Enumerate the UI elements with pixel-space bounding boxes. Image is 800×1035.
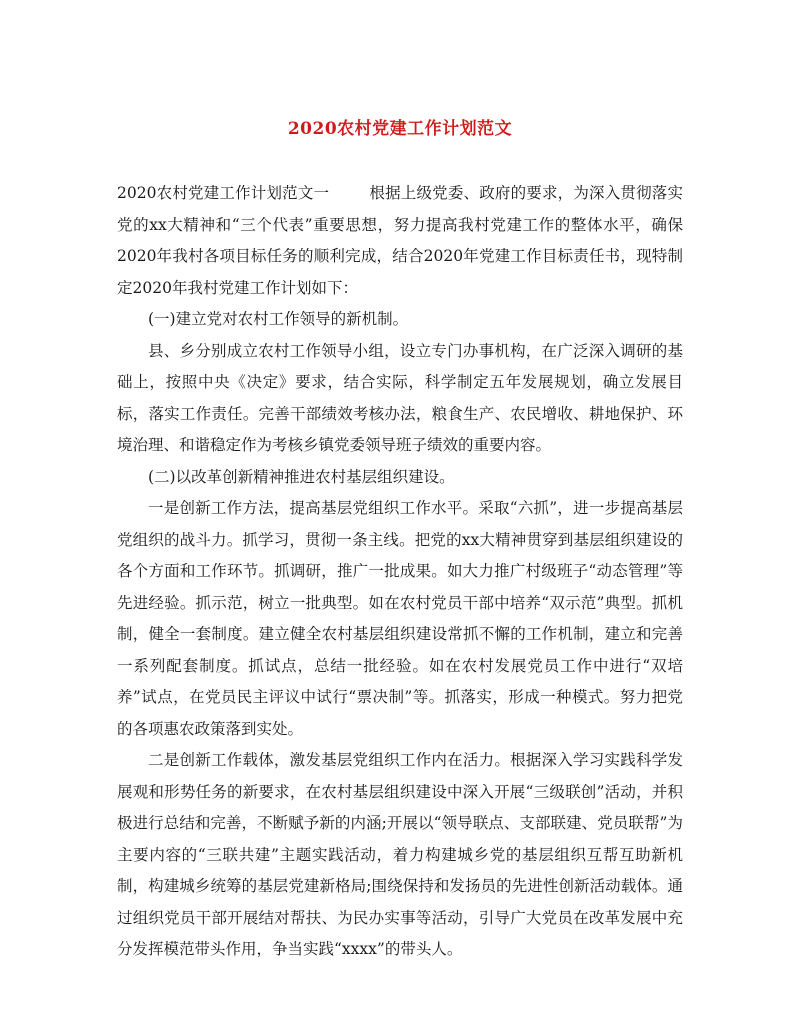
paragraph-2: 一是创新工作方法，提高基层党组织工作水平。采取“六抓”，进一步提高基层党组织的战斗力。抓学习，贯彻一条主线。把党的xx大精神贯穿到基层组织建设的各个方面和工作环节。抓调研，推广一批成果。如大力推广村级班子“动态管理”等先进经验。抓示范，树立一批典型。如在农村党员干部中培养“双示范”典型。抓机制，健全一套制度。建立健全农村基层组织建设常抓不懈的工作机制，建立和完善一系列配套制度。抓试点，总结一批经验。如在农村发展党员工作中进行“双培养”试点，在党员民主评议中试行“票决制”等。抓落实，形成一种模式。努力把党的各项惠农政策落到实处。 bbox=[117, 499, 683, 738]
intro-text: 根据上级党委、政府的要求，为深入贯彻落实党的xx大精神和“三个代表”重要思想，努力提高我村党建工作的整体水平，确保2020年我村各项目标任务的顺利完成，结合2020年党建工作目标责任书，现特制定2020年我村党建工作计划如下： bbox=[117, 184, 683, 297]
paragraph-3: 二是创新工作载体，激发基层党组织工作内在活力。根据深入学习实践科学发展观和形势任务的新要求，在农村基层组织建设中深入开展“三级联创”活动，并积极进行总结和完善，不断赋予新的内涵;开展以“领导联点、支部联建、党员联帮”为主要内容的“三联共建”主题实践活动，着力构建城乡党的基层组织互帮互助新机制，构建城乡统筹的基层党建新格局;围绕保持和发扬员的先进性创新活动载体。通过组织党员干部开展结对帮扶、为民办实事等活动，引导广大党员在改革发展中充分发挥模范带头作用，争当实践“xxxx”的带头人。 bbox=[117, 751, 683, 958]
intro-lead: 2020农村党建工作计划范文一 bbox=[117, 184, 330, 202]
intro-paragraph bbox=[117, 178, 683, 304]
document-title: 2020农村党建工作计划范文 bbox=[287, 119, 513, 139]
section-heading-1: (一)建立党对农村工作领导的新机制。 bbox=[148, 310, 409, 328]
document-body bbox=[117, 178, 683, 966]
paragraph-1: 县、乡分别成立农村工作领导小组，设立专门办事机构，在广泛深入调研的基础上，按照中央《决定》要求，结合实际，科学制定五年发展规划，确立发展目标，落实工作责任。完善干部绩效考核办法，粮食生产、农民增收、耕地保护、环境治理、和谐稳定作为考核乡镇党委领导班子绩效的重要内容。 bbox=[117, 341, 683, 454]
section-heading-2: (二)以改革创新精神推进农村基层组织建设。 bbox=[148, 467, 455, 486]
